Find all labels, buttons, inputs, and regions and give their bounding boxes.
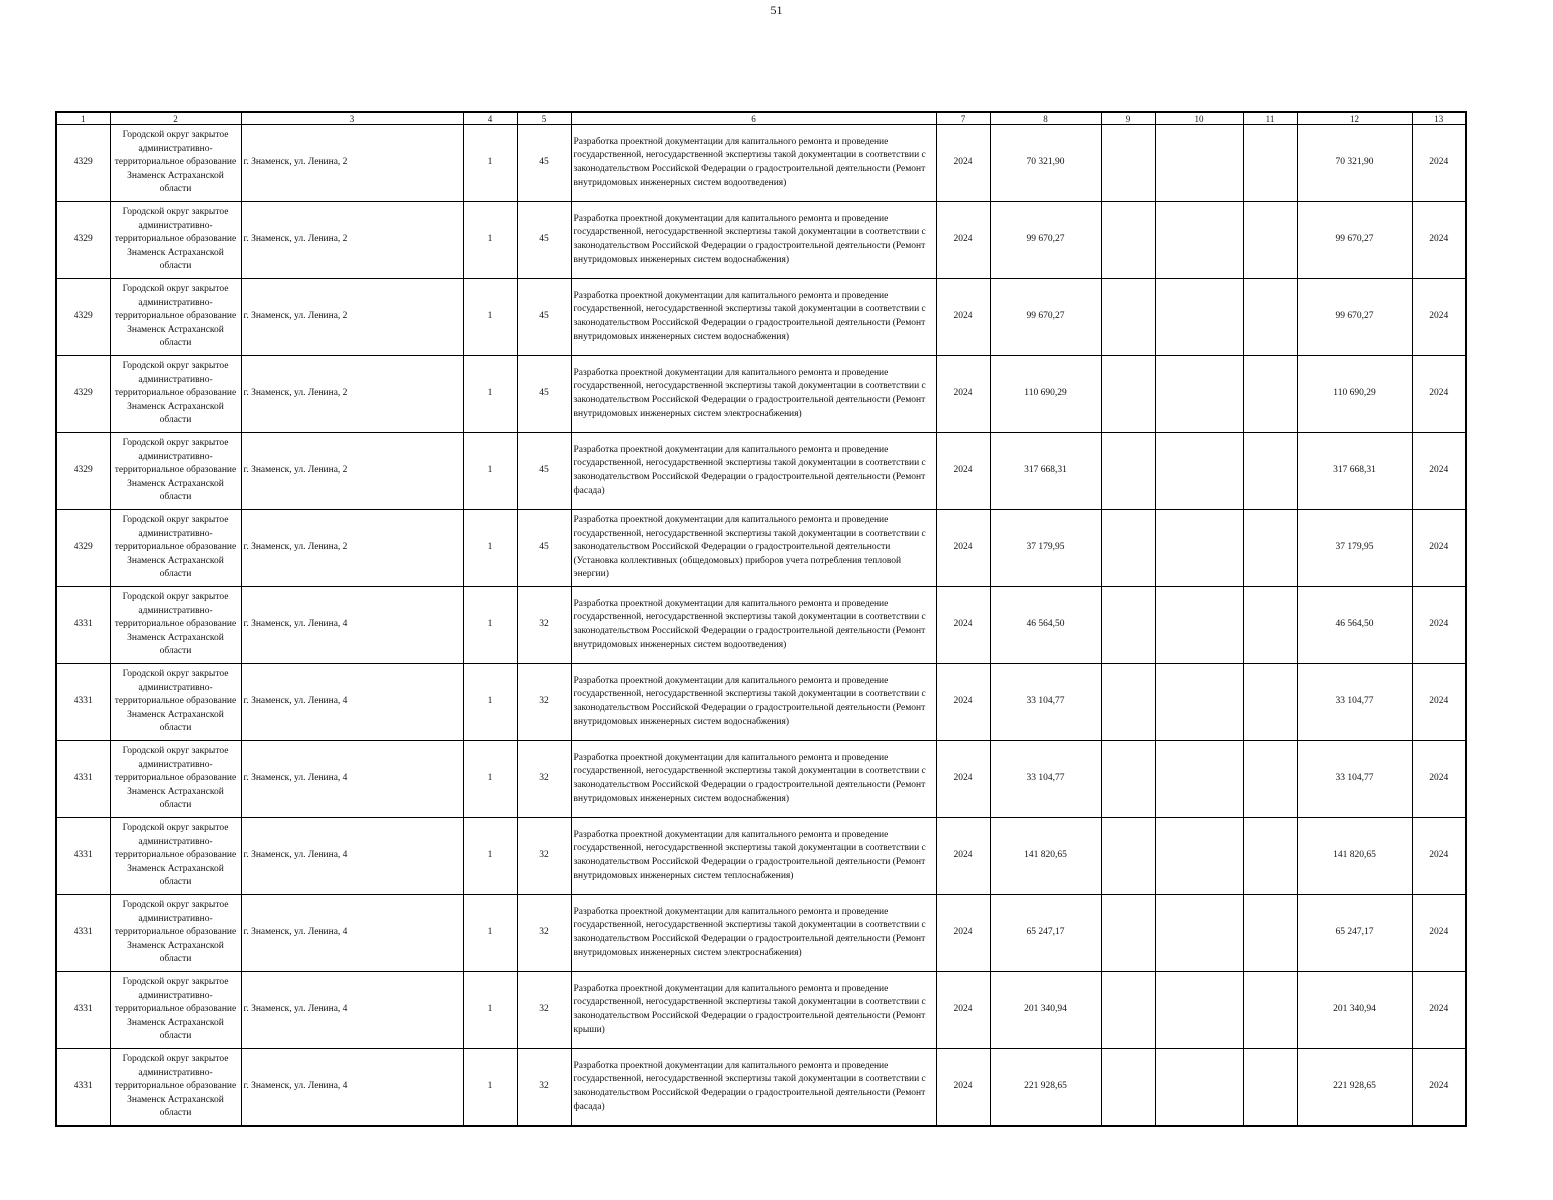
year-cell: 2024 bbox=[936, 202, 990, 279]
c5-cell: 45 bbox=[517, 202, 571, 279]
total-cell: 201 340,94 bbox=[1297, 972, 1412, 1049]
municipality-cell: Городской округ закрытое административно-территориальное образование Знаменск Астраханской области bbox=[110, 818, 241, 895]
work-type-cell: Разработка проектной документации для капитального ремонта и проведение государственной, негосударственной экспертизы такой документации в соответствии с законодательством Российской Федерации о градостроительной деятельности (Ремонт фасада) bbox=[571, 1049, 936, 1127]
c10-cell bbox=[1155, 818, 1243, 895]
c9-cell bbox=[1101, 279, 1155, 356]
completion-year-cell: 2024 bbox=[1412, 664, 1466, 741]
record-number: 4331 bbox=[56, 587, 110, 664]
work-type-cell: Разработка проектной документации для капитального ремонта и проведение государственной, негосударственной экспертизы такой документации в соответствии с законодательством Российской Федерации о градостроительной деятельности (Ремонт фасада) bbox=[571, 433, 936, 510]
c4-cell: 1 bbox=[463, 510, 517, 587]
c9-cell bbox=[1101, 1049, 1155, 1127]
total-cell: 33 104,77 bbox=[1297, 741, 1412, 818]
total-cell: 65 247,17 bbox=[1297, 895, 1412, 972]
table-row bbox=[56, 279, 1466, 356]
cost-cell: 46 564,50 bbox=[990, 587, 1101, 664]
record-number: 4331 bbox=[56, 972, 110, 1049]
cost-cell: 317 668,31 bbox=[990, 433, 1101, 510]
total-cell: 141 820,65 bbox=[1297, 818, 1412, 895]
year-cell: 2024 bbox=[936, 1049, 990, 1127]
c10-cell bbox=[1155, 741, 1243, 818]
c11-cell bbox=[1243, 356, 1297, 433]
record-number: 4329 bbox=[56, 125, 110, 202]
municipality-cell: Городской округ закрытое административно-территориальное образование Знаменск Астраханской области bbox=[110, 895, 241, 972]
c11-cell bbox=[1243, 587, 1297, 664]
completion-year-cell: 2024 bbox=[1412, 972, 1466, 1049]
c4-cell: 1 bbox=[463, 741, 517, 818]
c4-cell: 1 bbox=[463, 356, 517, 433]
c4-cell: 1 bbox=[463, 972, 517, 1049]
c9-cell bbox=[1101, 895, 1155, 972]
total-cell: 110 690,29 bbox=[1297, 356, 1412, 433]
year-cell: 2024 bbox=[936, 741, 990, 818]
table-row bbox=[56, 587, 1466, 664]
year-cell: 2024 bbox=[936, 972, 990, 1049]
c11-cell bbox=[1243, 741, 1297, 818]
municipality-cell: Городской округ закрытое административно-территориальное образование Знаменск Астраханской области bbox=[110, 279, 241, 356]
municipality-cell: Городской округ закрытое административно-территориальное образование Знаменск Астраханской области bbox=[110, 356, 241, 433]
table-row bbox=[56, 356, 1466, 433]
record-number: 4331 bbox=[56, 1049, 110, 1127]
municipality-cell: Городской округ закрытое административно-территориальное образование Знаменск Астраханской области bbox=[110, 202, 241, 279]
c11-cell bbox=[1243, 895, 1297, 972]
table-row bbox=[56, 202, 1466, 279]
cost-cell: 110 690,29 bbox=[990, 356, 1101, 433]
column-number: 2 bbox=[110, 112, 241, 125]
c5-cell: 45 bbox=[517, 356, 571, 433]
municipality-cell: Городской округ закрытое административно-территориальное образование Знаменск Астраханской области bbox=[110, 741, 241, 818]
c4-cell: 1 bbox=[463, 664, 517, 741]
address-cell: г. Знаменск, ул. Ленина, 2 bbox=[241, 433, 463, 510]
year-cell: 2024 bbox=[936, 664, 990, 741]
address-cell: г. Знаменск, ул. Ленина, 4 bbox=[241, 664, 463, 741]
total-cell: 37 179,95 bbox=[1297, 510, 1412, 587]
work-type-cell: Разработка проектной документации для капитального ремонта и проведение государственной, негосударственной экспертизы такой документации в соответствии с законодательством Российской Федерации о градостроительной деятельности (Ремонт внутридомовых инженерных систем водоснабжения) bbox=[571, 741, 936, 818]
c4-cell: 1 bbox=[463, 895, 517, 972]
c9-cell bbox=[1101, 356, 1155, 433]
c9-cell bbox=[1101, 433, 1155, 510]
completion-year-cell: 2024 bbox=[1412, 895, 1466, 972]
cost-cell: 37 179,95 bbox=[990, 510, 1101, 587]
c9-cell bbox=[1101, 664, 1155, 741]
register-table bbox=[55, 111, 1467, 1127]
column-number: 3 bbox=[241, 112, 463, 125]
total-cell: 99 670,27 bbox=[1297, 279, 1412, 356]
c9-cell bbox=[1101, 510, 1155, 587]
record-number: 4331 bbox=[56, 664, 110, 741]
page-number: 51 bbox=[770, 3, 783, 17]
c4-cell: 1 bbox=[463, 279, 517, 356]
column-number: 12 bbox=[1297, 112, 1412, 125]
work-type-cell: Разработка проектной документации для капитального ремонта и проведение государственной, негосударственной экспертизы такой документации в соответствии с законодательством Российской Федерации о градостроительной деятельности (Ремонт внутридомовых инженерных систем водоснабжения) bbox=[571, 202, 936, 279]
address-cell: г. Знаменск, ул. Ленина, 2 bbox=[241, 279, 463, 356]
work-type-cell: Разработка проектной документации для капитального ремонта и проведение государственной, негосударственной экспертизы такой документации в соответствии с законодательством Российской Федерации о градостроительной деятельности (Ремонт внутридомовых инженерных систем водоснабжения) bbox=[571, 279, 936, 356]
column-number: 10 bbox=[1155, 112, 1243, 125]
cost-cell: 99 670,27 bbox=[990, 202, 1101, 279]
table-row bbox=[56, 1049, 1466, 1127]
completion-year-cell: 2024 bbox=[1412, 433, 1466, 510]
c11-cell bbox=[1243, 202, 1297, 279]
table-row bbox=[56, 972, 1466, 1049]
municipality-cell: Городской округ закрытое административно-территориальное образование Знаменск Астраханской области bbox=[110, 972, 241, 1049]
work-type-cell: Разработка проектной документации для капитального ремонта и проведение государственной, негосударственной экспертизы такой документации в соответствии с законодательством Российской Федерации о градостроительной деятельности (Ремонт внутридомовых инженерных систем электроснабжения) bbox=[571, 356, 936, 433]
address-cell: г. Знаменск, ул. Ленина, 4 bbox=[241, 741, 463, 818]
year-cell: 2024 bbox=[936, 125, 990, 202]
c5-cell: 32 bbox=[517, 1049, 571, 1127]
column-number: 13 bbox=[1412, 112, 1466, 125]
completion-year-cell: 2024 bbox=[1412, 510, 1466, 587]
column-number: 11 bbox=[1243, 112, 1297, 125]
municipality-cell: Городской округ закрытое административно-территориальное образование Знаменск Астраханской области bbox=[110, 433, 241, 510]
table-row bbox=[56, 510, 1466, 587]
address-cell: г. Знаменск, ул. Ленина, 4 bbox=[241, 818, 463, 895]
c5-cell: 32 bbox=[517, 895, 571, 972]
c5-cell: 32 bbox=[517, 587, 571, 664]
work-type-cell: Разработка проектной документации для капитального ремонта и проведение государственной, негосударственной экспертизы такой документации в соответствии с законодательством Российской Федерации о градостроительной деятельности (Установка коллективных (общедомовых) приборов учета потребления тепловой энергии) bbox=[571, 510, 936, 587]
c10-cell bbox=[1155, 433, 1243, 510]
work-type-cell: Разработка проектной документации для капитального ремонта и проведение государственной, негосударственной экспертизы такой документации в соответствии с законодательством Российской Федерации о градостроительной деятельности (Ремонт внутридомовых инженерных систем электроснабжения) bbox=[571, 895, 936, 972]
c11-cell bbox=[1243, 433, 1297, 510]
column-number: 7 bbox=[936, 112, 990, 125]
completion-year-cell: 2024 bbox=[1412, 818, 1466, 895]
column-number: 4 bbox=[463, 112, 517, 125]
address-cell: г. Знаменск, ул. Ленина, 4 bbox=[241, 972, 463, 1049]
completion-year-cell: 2024 bbox=[1412, 279, 1466, 356]
c9-cell bbox=[1101, 818, 1155, 895]
c9-cell bbox=[1101, 587, 1155, 664]
c4-cell: 1 bbox=[463, 1049, 517, 1127]
address-cell: г. Знаменск, ул. Ленина, 4 bbox=[241, 1049, 463, 1127]
c10-cell bbox=[1155, 356, 1243, 433]
c4-cell: 1 bbox=[463, 433, 517, 510]
c5-cell: 32 bbox=[517, 972, 571, 1049]
municipality-cell: Городской округ закрытое административно-территориальное образование Знаменск Астраханской области bbox=[110, 1049, 241, 1127]
c4-cell: 1 bbox=[463, 125, 517, 202]
completion-year-cell: 2024 bbox=[1412, 125, 1466, 202]
municipality-cell: Городской округ закрытое административно-территориальное образование Знаменск Астраханской области bbox=[110, 664, 241, 741]
table-row bbox=[56, 664, 1466, 741]
municipality-cell: Городской округ закрытое административно-территориальное образование Знаменск Астраханской области bbox=[110, 587, 241, 664]
c9-cell bbox=[1101, 741, 1155, 818]
c10-cell bbox=[1155, 587, 1243, 664]
c5-cell: 32 bbox=[517, 818, 571, 895]
c5-cell: 45 bbox=[517, 125, 571, 202]
table-row bbox=[56, 125, 1466, 202]
c4-cell: 1 bbox=[463, 818, 517, 895]
record-number: 4331 bbox=[56, 818, 110, 895]
year-cell: 2024 bbox=[936, 818, 990, 895]
c10-cell bbox=[1155, 895, 1243, 972]
c10-cell bbox=[1155, 972, 1243, 1049]
address-cell: г. Знаменск, ул. Ленина, 2 bbox=[241, 125, 463, 202]
completion-year-cell: 2024 bbox=[1412, 587, 1466, 664]
column-number: 6 bbox=[571, 112, 936, 125]
cost-cell: 33 104,77 bbox=[990, 664, 1101, 741]
record-number: 4331 bbox=[56, 895, 110, 972]
municipality-cell: Городской округ закрытое административно-территориальное образование Знаменск Астраханской области bbox=[110, 125, 241, 202]
cost-cell: 221 928,65 bbox=[990, 1049, 1101, 1127]
c11-cell bbox=[1243, 125, 1297, 202]
c11-cell bbox=[1243, 818, 1297, 895]
c10-cell bbox=[1155, 202, 1243, 279]
record-number: 4329 bbox=[56, 433, 110, 510]
c11-cell bbox=[1243, 972, 1297, 1049]
c11-cell bbox=[1243, 510, 1297, 587]
work-type-cell: Разработка проектной документации для капитального ремонта и проведение государственной, негосударственной экспертизы такой документации в соответствии с законодательством Российской Федерации о градостроительной деятельности (Ремонт внутридомовых инженерных систем водоотведения) bbox=[571, 587, 936, 664]
total-cell: 317 668,31 bbox=[1297, 433, 1412, 510]
completion-year-cell: 2024 bbox=[1412, 202, 1466, 279]
table-row bbox=[56, 741, 1466, 818]
column-number: 5 bbox=[517, 112, 571, 125]
cost-cell: 65 247,17 bbox=[990, 895, 1101, 972]
year-cell: 2024 bbox=[936, 510, 990, 587]
column-number: 8 bbox=[990, 112, 1101, 125]
address-cell: г. Знаменск, ул. Ленина, 2 bbox=[241, 356, 463, 433]
year-cell: 2024 bbox=[936, 895, 990, 972]
c9-cell bbox=[1101, 972, 1155, 1049]
cost-cell: 201 340,94 bbox=[990, 972, 1101, 1049]
table-row bbox=[56, 433, 1466, 510]
work-type-cell: Разработка проектной документации для капитального ремонта и проведение государственной, негосударственной экспертизы такой документации в соответствии с законодательством Российской Федерации о градостроительной деятельности (Ремонт внутридомовых инженерных систем водоотведения) bbox=[571, 125, 936, 202]
year-cell: 2024 bbox=[936, 433, 990, 510]
record-number: 4331 bbox=[56, 741, 110, 818]
c10-cell bbox=[1155, 664, 1243, 741]
cost-cell: 33 104,77 bbox=[990, 741, 1101, 818]
total-cell: 33 104,77 bbox=[1297, 664, 1412, 741]
record-number: 4329 bbox=[56, 510, 110, 587]
c10-cell bbox=[1155, 279, 1243, 356]
c11-cell bbox=[1243, 279, 1297, 356]
year-cell: 2024 bbox=[936, 587, 990, 664]
c11-cell bbox=[1243, 1049, 1297, 1127]
record-number: 4329 bbox=[56, 356, 110, 433]
c10-cell bbox=[1155, 1049, 1243, 1127]
total-cell: 99 670,27 bbox=[1297, 202, 1412, 279]
completion-year-cell: 2024 bbox=[1412, 356, 1466, 433]
c5-cell: 32 bbox=[517, 741, 571, 818]
table-row bbox=[56, 895, 1466, 972]
c10-cell bbox=[1155, 510, 1243, 587]
municipality-cell: Городской округ закрытое административно-территориальное образование Знаменск Астраханской области bbox=[110, 510, 241, 587]
column-number: 9 bbox=[1101, 112, 1155, 125]
record-number: 4329 bbox=[56, 202, 110, 279]
total-cell: 70 321,90 bbox=[1297, 125, 1412, 202]
cost-cell: 70 321,90 bbox=[990, 125, 1101, 202]
c5-cell: 45 bbox=[517, 510, 571, 587]
record-number: 4329 bbox=[56, 279, 110, 356]
c10-cell bbox=[1155, 125, 1243, 202]
c4-cell: 1 bbox=[463, 587, 517, 664]
work-type-cell: Разработка проектной документации для капитального ремонта и проведение государственной, негосударственной экспертизы такой документации в соответствии с законодательством Российской Федерации о градостроительной деятельности (Ремонт внутридомовых инженерных систем теплоснабжения) bbox=[571, 818, 936, 895]
cost-cell: 141 820,65 bbox=[990, 818, 1101, 895]
column-number: 1 bbox=[56, 112, 110, 125]
c5-cell: 45 bbox=[517, 279, 571, 356]
c9-cell bbox=[1101, 202, 1155, 279]
cost-cell: 99 670,27 bbox=[990, 279, 1101, 356]
total-cell: 221 928,65 bbox=[1297, 1049, 1412, 1127]
year-cell: 2024 bbox=[936, 356, 990, 433]
completion-year-cell: 2024 bbox=[1412, 741, 1466, 818]
work-type-cell: Разработка проектной документации для капитального ремонта и проведение государственной, негосударственной экспертизы такой документации в соответствии с законодательством Российской Федерации о градостроительной деятельности (Ремонт внутридомовых инженерных систем водоснабжения) bbox=[571, 664, 936, 741]
address-cell: г. Знаменск, ул. Ленина, 2 bbox=[241, 510, 463, 587]
completion-year-cell: 2024 bbox=[1412, 1049, 1466, 1127]
work-type-cell: Разработка проектной документации для капитального ремонта и проведение государственной, негосударственной экспертизы такой документации в соответствии с законодательством Российской Федерации о градостроительной деятельности (Ремонт крыши) bbox=[571, 972, 936, 1049]
c5-cell: 45 bbox=[517, 433, 571, 510]
year-cell: 2024 bbox=[936, 279, 990, 356]
c11-cell bbox=[1243, 664, 1297, 741]
c9-cell bbox=[1101, 125, 1155, 202]
address-cell: г. Знаменск, ул. Ленина, 4 bbox=[241, 895, 463, 972]
header-row bbox=[56, 112, 1466, 125]
c5-cell: 32 bbox=[517, 664, 571, 741]
c4-cell: 1 bbox=[463, 202, 517, 279]
address-cell: г. Знаменск, ул. Ленина, 2 bbox=[241, 202, 463, 279]
address-cell: г. Знаменск, ул. Ленина, 4 bbox=[241, 587, 463, 664]
total-cell: 46 564,50 bbox=[1297, 587, 1412, 664]
table-row bbox=[56, 818, 1466, 895]
